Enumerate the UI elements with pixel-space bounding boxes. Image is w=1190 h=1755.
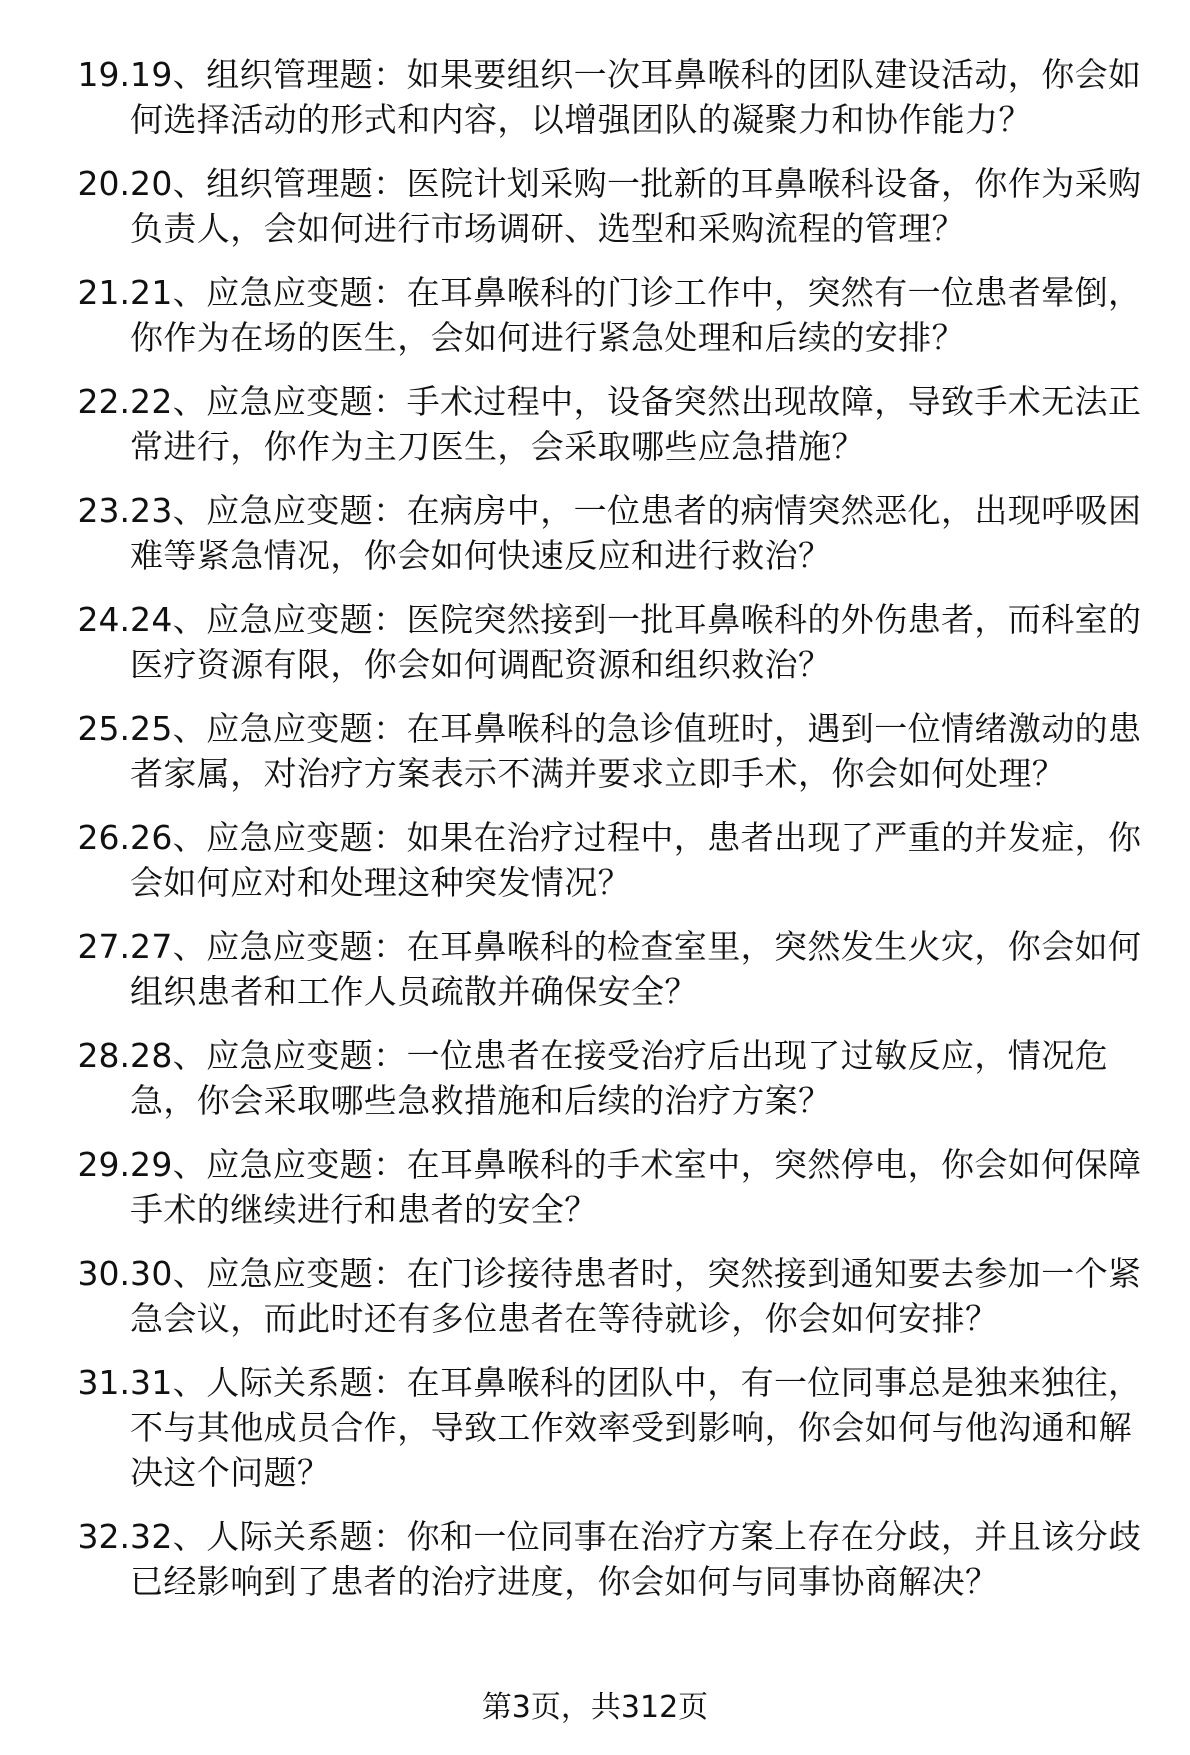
list-item: [0, 706, 1190, 796]
item-number: 23.: [77, 491, 130, 530]
item-number: 30.: [77, 1254, 130, 1293]
item-number: 22.: [77, 382, 130, 421]
list-item: [0, 52, 1190, 142]
question-list: [0, 52, 1190, 1623]
item-number: 29.: [77, 1145, 130, 1184]
list-item: [0, 270, 1190, 360]
item-number: 21.: [77, 273, 130, 312]
list-item: [0, 924, 1190, 1014]
item-number: 26.: [77, 818, 130, 857]
item-text: 29、应急应变题：在耳鼻喉科的手术室中，突然停电，你会如何保障手术的继续进行和患者的安全？: [130, 1145, 1142, 1229]
item-text: 30、应急应变题：在门诊接待患者时，突然接到通知要去参加一个紧急会议，而此时还有多位患者在等待就诊，你会如何安排？: [130, 1254, 1142, 1338]
list-item: [0, 161, 1190, 251]
page-number: 第3页，共312页: [481, 1690, 709, 1725]
item-number: 19.: [77, 55, 130, 94]
list-item: [0, 1142, 1190, 1232]
list-item: [0, 1360, 1190, 1495]
list-item: [0, 379, 1190, 469]
list-item: [0, 1033, 1190, 1123]
item-text: 32、人际关系题：你和一位同事在治疗方案上存在分歧，并且该分歧已经影响到了患者的治疗进度，你会如何与同事协商解决？: [130, 1517, 1142, 1601]
item-text: 31、人际关系题：在耳鼻喉科的团队中，有一位同事总是独来独往，不与其他成员合作，导致工作效率受到影响，你会如何与他沟通和解决这个问题？: [130, 1363, 1142, 1492]
item-text: 25、应急应变题：在耳鼻喉科的急诊值班时，遇到一位情绪激动的患者家属，对治疗方案表示不满并要求立即手术，你会如何处理？: [130, 709, 1142, 793]
item-text: 21、应急应变题：在耳鼻喉科的门诊工作中，突然有一位患者晕倒，你作为在场的医生，会如何进行紧急处理和后续的安排？: [130, 273, 1142, 357]
list-item: [0, 1514, 1190, 1604]
list-item: [0, 488, 1190, 578]
item-text: 26、应急应变题：如果在治疗过程中，患者出现了严重的并发症，你会如何应对和处理这种突发情况？: [130, 818, 1142, 902]
item-text: 28、应急应变题：一位患者在接受治疗后出现了过敏反应，情况危急，你会采取哪些急救措施和后续的治疗方案？: [130, 1036, 1108, 1120]
item-text: 27、应急应变题：在耳鼻喉科的检查室里，突然发生火灾，你会如何组织患者和工作人员疏散并确保安全？: [130, 927, 1142, 1011]
item-text: 19、组织管理题：如果要组织一次耳鼻喉科的团队建设活动，你会如何选择活动的形式和内容，以增强团队的凝聚力和协作能力？: [130, 55, 1142, 139]
item-number: 31.: [77, 1363, 130, 1402]
list-item: [0, 815, 1190, 905]
item-text: 20、组织管理题：医院计划采购一批新的耳鼻喉科设备，你作为采购负责人，会如何进行市场调研、选型和采购流程的管理？: [130, 164, 1142, 248]
item-number: 20.: [77, 164, 130, 203]
item-text: 23、应急应变题：在病房中，一位患者的病情突然恶化，出现呼吸困难等紧急情况，你会如何快速反应和进行救治？: [130, 491, 1142, 575]
item-number: 28.: [77, 1036, 130, 1075]
item-number: 25.: [77, 709, 130, 748]
list-item: [0, 1251, 1190, 1341]
item-number: 32.: [77, 1517, 130, 1556]
item-number: 24.: [77, 600, 130, 639]
item-text: 22、应急应变题：手术过程中，设备突然出现故障，导致手术无法正常进行，你作为主刀医生，会采取哪些应急措施？: [130, 382, 1142, 466]
list-item: [0, 597, 1190, 687]
item-text: 24、应急应变题：医院突然接到一批耳鼻喉科的外伤患者，而科室的医疗资源有限，你会如何调配资源和组织救治？: [130, 600, 1142, 684]
item-number: 27.: [77, 927, 130, 966]
